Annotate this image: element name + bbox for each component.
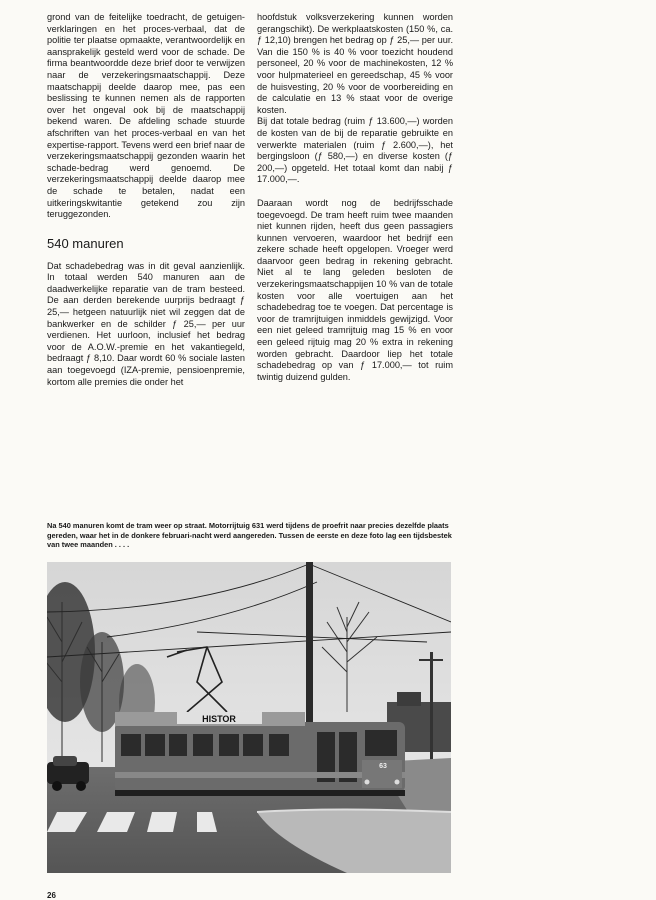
body-paragraph: Bij dat totale bedrag (ruim ƒ 13.600,—) worden de kosten van de bij de reparatie gebruikte en verwerkte materialen (ruim ƒ 2.600,—), het bergingsloon (ƒ 580,—) en diverse kosten (ƒ 200,—) opgeteld. Het totaal komt dan nabij ƒ 17.000,—.	[257, 116, 453, 185]
tram-roof-sign: HISTOR	[202, 714, 236, 724]
tram-number: 63	[379, 763, 387, 770]
body-paragraph: Dat schadebedrag was in dit geval aanzienlijk. In totaal werden 540 manuren aan de daadwerkelijke reparatie van de tram besteed. De aan derden berekende uurprijs bedraagt ƒ 25,— hetgeen natuurlijk niet wil zeggen dat de bankwerker en de schilder ƒ 25,— per uur verdienen. Het uurloon, inclusief het bedrag voor de A.O.W.-premie en het vakantiegeld, bedraagt ƒ 8,10. Daar wordt 60 % sociale lasten aan toegevoegd (IZA-premie, pensioenpremie, kortom alle premies die onder het	[47, 260, 245, 387]
section-heading: 540 manuren	[47, 235, 124, 251]
body-paragraph: grond van de feitelijke toedracht, de getuigen-verklaringen en het proces-verbaal, dat de politie ter plaatse opmaakte, verantwoordelijk en aansprakelijk gesteld werd voor de schade. De firma beantwoordde deze brief door te verwijzen naar de verzekeringsmaatschappij. Deze maatschappij deelde daarop mee, pas een beslissing te kunnen nemen als de rapporten over het ongeval ook bij de maatschappij bekend waren. De afdeling schade stuurde afschriften van het proces-verbaal en van het expertise-rapport. Tevens werd een brief naar de verzekeringsmaatschappij gezonden waarin het schade-bedrag werd genoemd. De verzekeringsmaatschappij deelde daarop mee de schade te betalen, nadat een uitkeringskwitantie getekend zou zijn teruggezonden.	[47, 12, 245, 220]
tram-photo	[47, 562, 451, 873]
photo-caption: Na 540 manuren komt de tram weer op straat. Motorrijtuig 631 werd tijdens de proefrit naar precies dezelfde plaats gereden, waar het in de donkere februari-nacht werd aangereden. Tussen de eerste en deze foto lag een tijdsbestek van twee maanden . . . .	[47, 521, 452, 550]
tram	[115, 712, 405, 796]
right-column	[257, 12, 453, 383]
body-paragraph: Daaraan wordt nog de bedrijfsschade toegevoegd. De tram heeft ruim twee maanden niet kunnen rijden, heeft dus geen passagiers kunnen vervoeren, waardoor het bedrijf een zekere schade heeft opgelopen. Vroeger werd daarvoor geen bedrag in rekening gebracht. Niet al te lang geleden besloten de verzekeringsmaatschappijen 10 % van de totale kosten voor alle voertuigen aan het schadebedrag toe te voegen. Dat percentage is voor de tramrijtuigen inmiddels gewijzigd. Voor een niet geleed tramrijtuig mag 15 % en voor een geleed rijtuig mag 20 % extra in rekening worden gebracht. Daardoor liep het totale schadebedrag op van ƒ 17.000,— tot ruim twintig duizend gulden.	[257, 197, 453, 382]
body-paragraph: hoofdstuk volksverzekering kunnen worden gerangschikt). De werkplaatskosten (150 %, ca. ƒ 12,10) brengen het bedrag op ƒ 25,— per uur. Van die 150 % is 40 % voor toezicht houdend personeel, 20 % voor de machinekosten, 12 % voor hulpmaterieel en gereedschap, 45 % voor de huisvesting, 20 % voor de voorbereiding en de calculatie en 13 % staat voor de overige kosten.	[257, 12, 453, 115]
page-number: 26	[47, 891, 56, 900]
left-column	[47, 12, 245, 388]
